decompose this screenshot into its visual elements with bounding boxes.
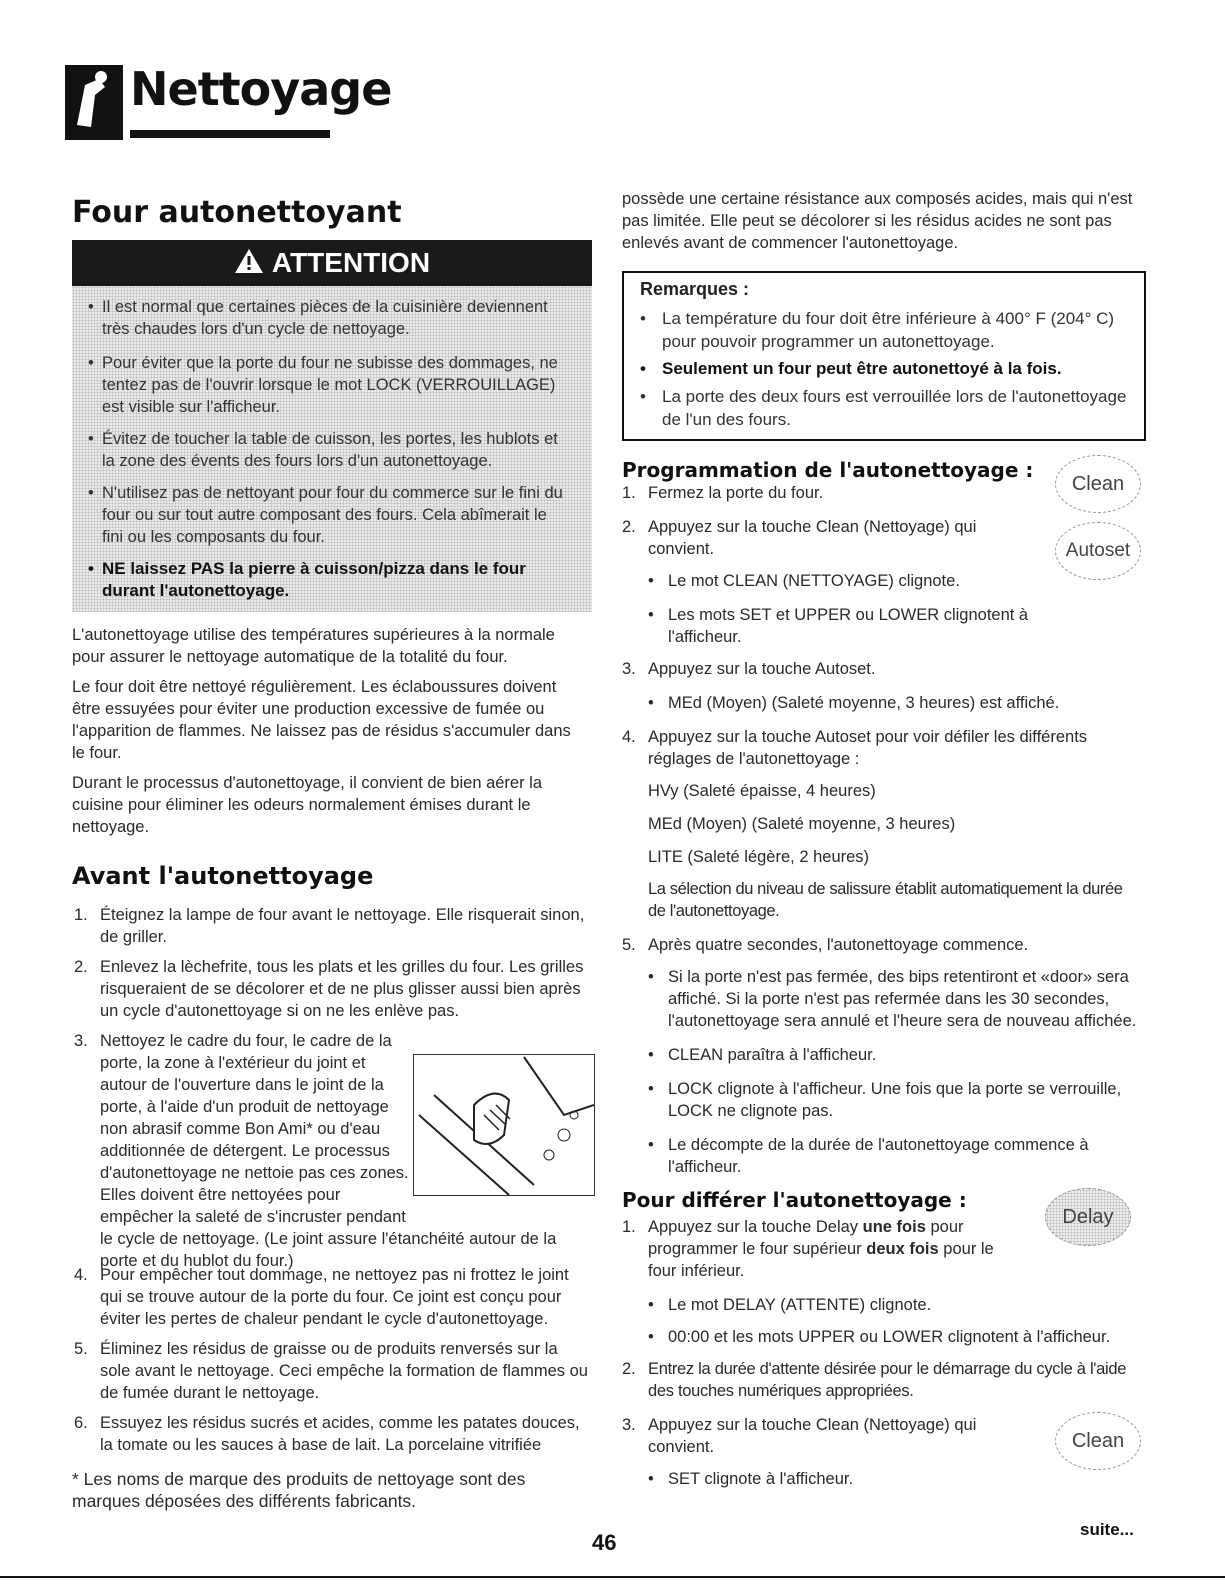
subsection-title: Pour différer l'autonettoyage :	[622, 1188, 967, 1212]
setting-line: MEd (Moyen) (Saleté moyenne, 3 heures)	[648, 815, 956, 833]
attention-banner	[72, 240, 592, 286]
autoset-key-icon: Autoset	[1055, 522, 1141, 580]
section-title: Four autonettoyant	[72, 195, 402, 230]
remark-item: • Seulement un four peut être autonettoyé à la fois.	[640, 359, 1062, 378]
cleaning-icon	[65, 65, 123, 140]
attention-item: • N'utilisez pas de nettoyant pour four du commerce sur le fini du four ou sur tout autre composant des fours. Cela abîmerait le fini ou les composants du four.	[88, 484, 563, 546]
intro-paragraph: Le four doit être nettoyé régulièrement. Les éclaboussures doivent être essuyées pour éviter une production excessive de fumée ou l'apparition de flammes. Ne laissez pas de résidus s'accumuler dans le four.	[72, 678, 571, 762]
intro-paragraph: Durant le processus d'autonettoyage, il convient de bien aérer la cuisine pour éliminer les odeurs normalement émises durant le nettoyage.	[72, 774, 543, 836]
remark-item: • La température du four doit être inférieure à 400° F (204° C) pour pouvoir programmer un autonettoyage.	[640, 309, 1115, 351]
setting-line: HVy (Saleté épaisse, 4 heures)	[648, 782, 876, 800]
clean-key-icon: Clean	[1055, 455, 1141, 513]
warning-icon	[234, 242, 264, 288]
continued-label: suite...	[1080, 1520, 1134, 1539]
header-underline	[130, 130, 330, 138]
subsection-title: Avant l'autonettoyage	[72, 862, 374, 890]
door-cleaning-illustration	[413, 1054, 595, 1196]
attention-item: • Pour éviter que la porte du four ne subisse des dommages, ne tentez pas de l'ouvrir lorsque le mot LOCK (VERROUILLAGE) est visible sur l'afficheur.	[88, 354, 558, 416]
continuation-paragraph: possède une certaine résistance aux composés acides, mais qui n'est pas limitée. Elle peut se décolorer si les résidus acides ne sont pas enlevés avant de commencer l'autonettoyage.	[622, 190, 1133, 252]
footnote: * Les noms de marque des produits de nettoyage sont des marques déposées des différents fabricants.	[72, 1469, 526, 1511]
header-title: Nettoyage	[130, 62, 392, 116]
remark-item: • La porte des deux fours est verrouillée lors de l'autonettoyage de l'un des fours.	[640, 387, 1127, 429]
bottom-rule	[0, 1576, 1225, 1578]
subsection-title: Programmation de l'autonettoyage :	[622, 458, 1034, 482]
setting-line: LITE (Saleté légère, 2 heures)	[648, 848, 870, 866]
remarks-box	[622, 271, 1146, 441]
attention-label: ATTENTION	[271, 247, 431, 278]
attention-item: • Évitez de toucher la table de cuisson, les portes, les hublots et la zone des évents des fours lors d'un autonettoyage.	[88, 430, 558, 470]
delay-key-icon: Delay	[1045, 1188, 1131, 1246]
remarks-title: Remarques :	[640, 279, 750, 299]
intro-paragraph: L'autonettoyage utilise des températures supérieures à la normale pour assurer le nettoyage automatique de la totalité du four.	[72, 626, 555, 666]
attention-item: • NE laissez PAS la pierre à cuisson/pizza dans le four durant l'autonettoyage.	[88, 559, 526, 600]
clean-key-icon: Clean	[1055, 1412, 1141, 1470]
attention-box	[72, 286, 592, 612]
setting-note: La sélection du niveau de salissure établit automatiquement la durée de l'autonettoyage.	[648, 880, 1123, 920]
page-number: 46	[592, 1530, 617, 1555]
attention-item: • Il est normal que certaines pièces de la cuisinière deviennent très chaudes lors d'un cycle de nettoyage.	[88, 298, 548, 338]
